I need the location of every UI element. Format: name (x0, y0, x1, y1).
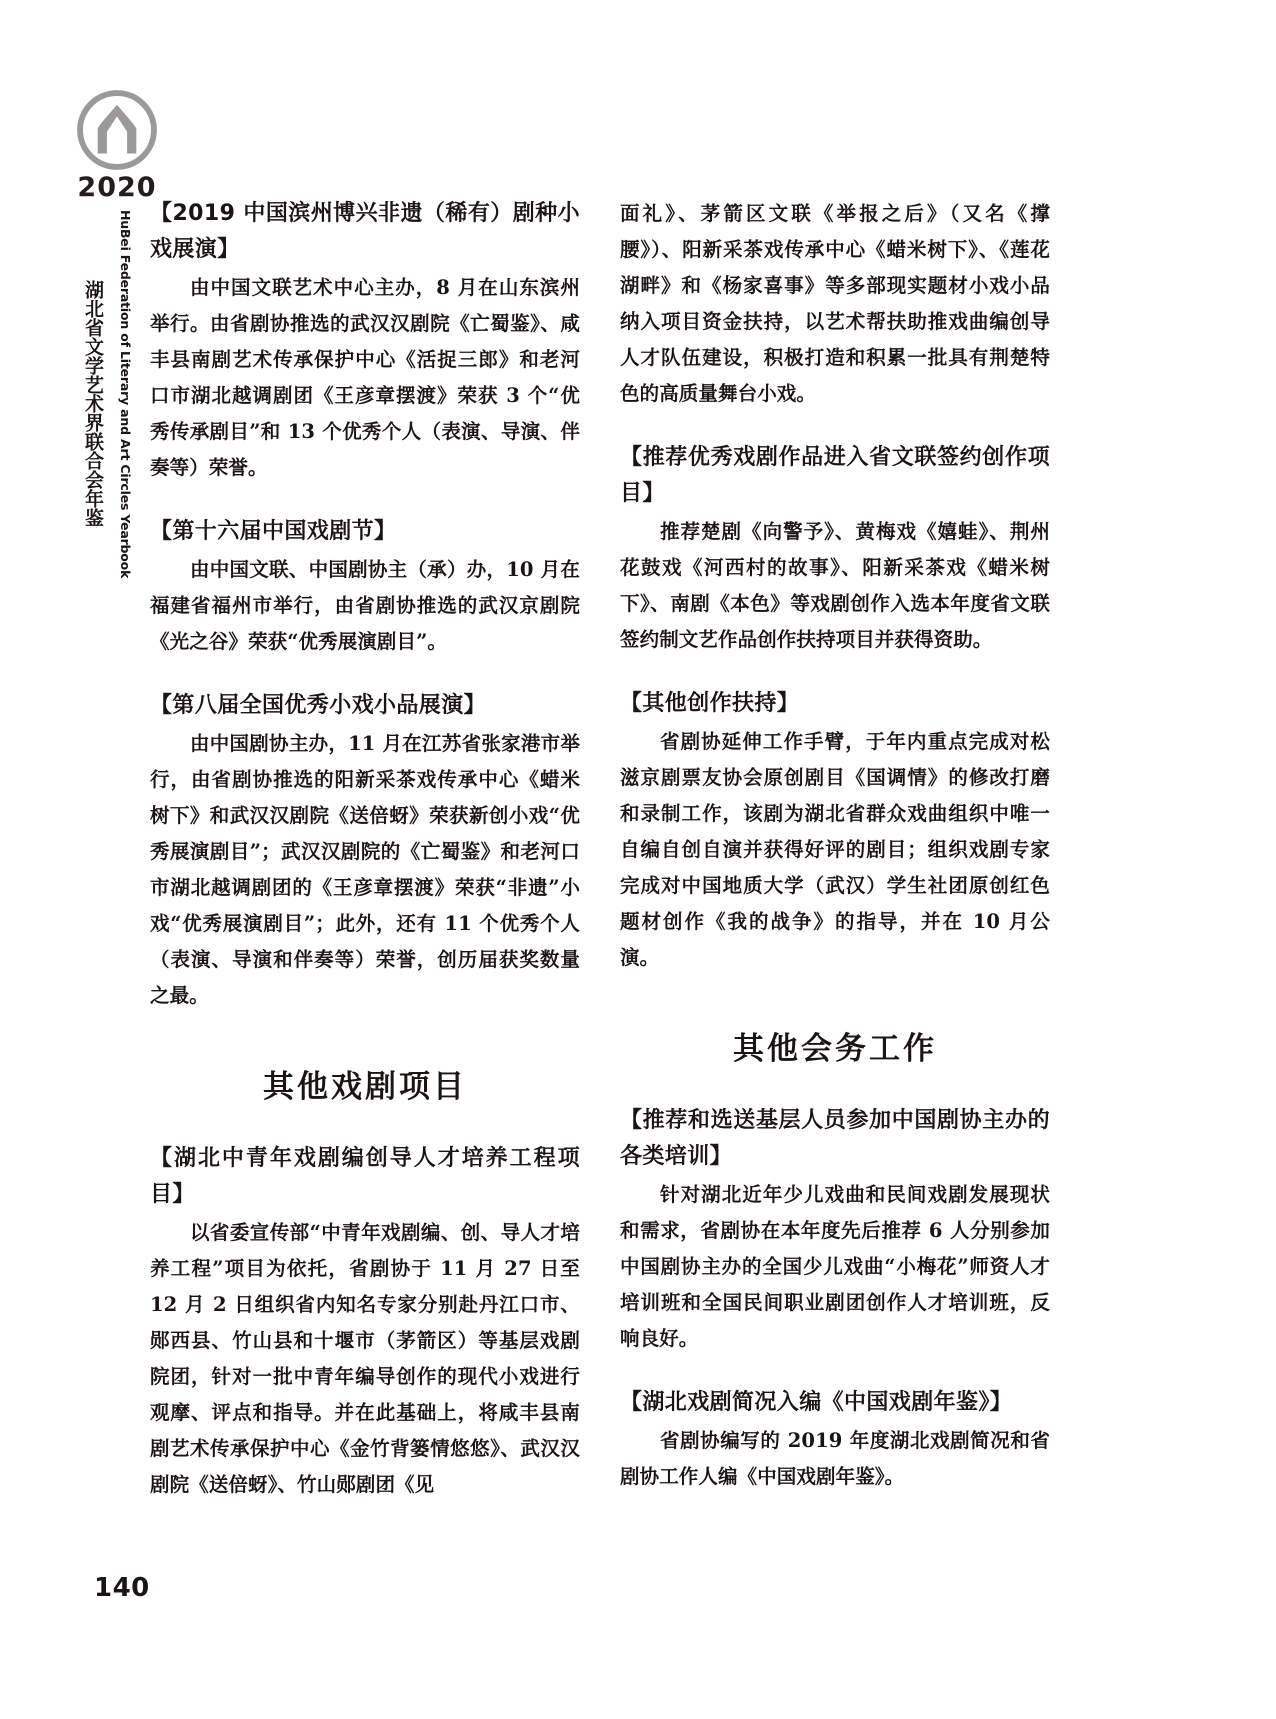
section-body-8th-national-showcase: 由中国剧协主办，11 月在江苏省张家港市举行，由省剧协推选的阳新采茶戏传承中心《蜡米树下》和武汉汉剧院《送倍蚜》荣获新创小戏“优秀展演剧目”；武汉汉剧院的《亡蜀鉴》和老河口市湖北越调剧团的《王彦章摆渡》荣获“非遗”小戏“优秀展演剧目”；此外，还有 11 个优秀个人（表演、导演和伴奏等）荣誉，创历届获奖数量之最。 (150, 732, 580, 1007)
section-body-continued-from-left: 面礼》、茅箭区文联《举报之后》（又名《撑腰》）、阳新采茶戏传承中心《蜡米树下》、《莲花湖畔》和《杨家喜事》等多部现实题材小戏小品纳入项目资金扶持，以艺术帮扶助推戏曲编创导人才队伍建设，积极打造和积累一批具有荆楚特色的高质量舞台小戏。 (620, 202, 1050, 405)
page-number: 140 (94, 1573, 150, 1603)
section-body-signed-creation-project: 推荐楚剧《向警予》、黄梅戏《嬉蛙》、荆州花鼓戏《河西村的故事》、阳新采茶戏《蜡米树下》、南剧《本色》等戏剧创作入选本年度省文联签约制文艺作品创作扶持项目并获得资助。 (620, 520, 1050, 651)
left-column (150, 196, 580, 1503)
section-heading-signed-creation-project: 【推荐优秀戏剧作品进入省文联签约创作项目】 (620, 445, 1050, 506)
section-body-other-creation-support: 省剧协延伸工作手臂，于年内重点完成对松滋京剧票友协会原创剧目《国调情》的修改打磨和录制工作，该剧为湖北省群众戏曲组织中唯一自编自创自演并获得好评的剧目；组织戏剧专家完成对中国地质大学（武汉）学生社团原创红色题材创作《我的战争》的指导，并在 10 月公演。 (620, 730, 1050, 969)
section-body-binzhou-exhibition: 由中国文联艺术中心主办，8 月在山东滨州举行。由省剧协推选的武汉汉剧院《亡蜀鉴》、咸丰县南剧艺术传承保护中心《活捉三郎》和老河口市湖北越调剧团《王彦章摆渡》荣获 3 个“优秀传承剧目”和 13 个优秀个人（表演、导演、伴奏等）荣誉。 (150, 276, 580, 479)
section-heading-8th-national-showcase: 【第八届全国优秀小戏小品展演】 (150, 693, 487, 718)
section-body-yearbook-inclusion: 省剧协编写的 2019 年度湖北戏剧简况和省剧协工作人编《中国戏剧年鉴》。 (620, 1428, 1050, 1488)
major-heading-other-association-work: 其他会务工作 (733, 1031, 937, 1067)
hubei-federation-emblem-icon (75, 88, 159, 172)
masthead (62, 88, 172, 201)
section-heading-talent-training-project: 【湖北中青年戏剧编创导人才培养工程项目】 (150, 1145, 580, 1207)
section-heading-binzhou-exhibition: 【2019 中国滨州博兴非遗（稀有）剧种小戏展演】 (150, 201, 580, 262)
section-heading-yearbook-inclusion: 【湖北戏剧简况入编《中国戏剧年鉴》】 (620, 1389, 1013, 1415)
section-body-talent-training-project: 以省委宣传部“中青年戏剧编、创、导人才培养工程”项目为依托，省剧协于 11 月 27 日至 12 月 2 日组织省内知名专家分别赴丹江口市、郧西县、竹山县和十堰市（茅箭区）等基层戏剧院团，针对一批中青年编导创作的现代小戏进行观摩、评点和指导。并在此基础上，将咸丰县南剧艺术传承保护中心《金竹背篓情悠悠》、武汉汉剧院《送倍蚜》、竹山郧剧团《见 (150, 1220, 580, 1496)
section-body-grassroots-training: 针对湖北近年少儿戏曲和民间戏剧发展现状和需求，省剧协在本年度先后推荐 6 人分别参加中国剧协主办的全国少儿戏曲“小梅花”师资人才培训班和全国民间职业剧团创作人才培训班，反响良好。 (620, 1182, 1050, 1350)
spine-label-english: HuBei Federation of Literary and Art Circles Yearbook (118, 210, 133, 579)
section-heading-16th-drama-festival: 【第十六届中国戏剧节】 (150, 519, 397, 544)
right-column (620, 196, 1050, 1495)
section-heading-other-creation-support: 【其他创作扶持】 (620, 691, 800, 716)
section-heading-grassroots-training: 【推荐和选送基层人员参加中国剧协主办的各类培训】 (620, 1107, 1050, 1169)
major-heading-other-drama-projects: 其他戏剧项目 (263, 1069, 467, 1105)
section-body-16th-drama-festival: 由中国文联、中国剧协主（承）办，10 月在福建省福州市举行，由省剧协推选的武汉京剧院《光之谷》荣获“优秀展演剧目”。 (150, 558, 580, 653)
spine-label (77, 208, 137, 598)
masthead-year: 2020 (77, 172, 157, 203)
spine-label-chinese: 湖北省文学艺术界联合会年鉴 (82, 279, 104, 527)
